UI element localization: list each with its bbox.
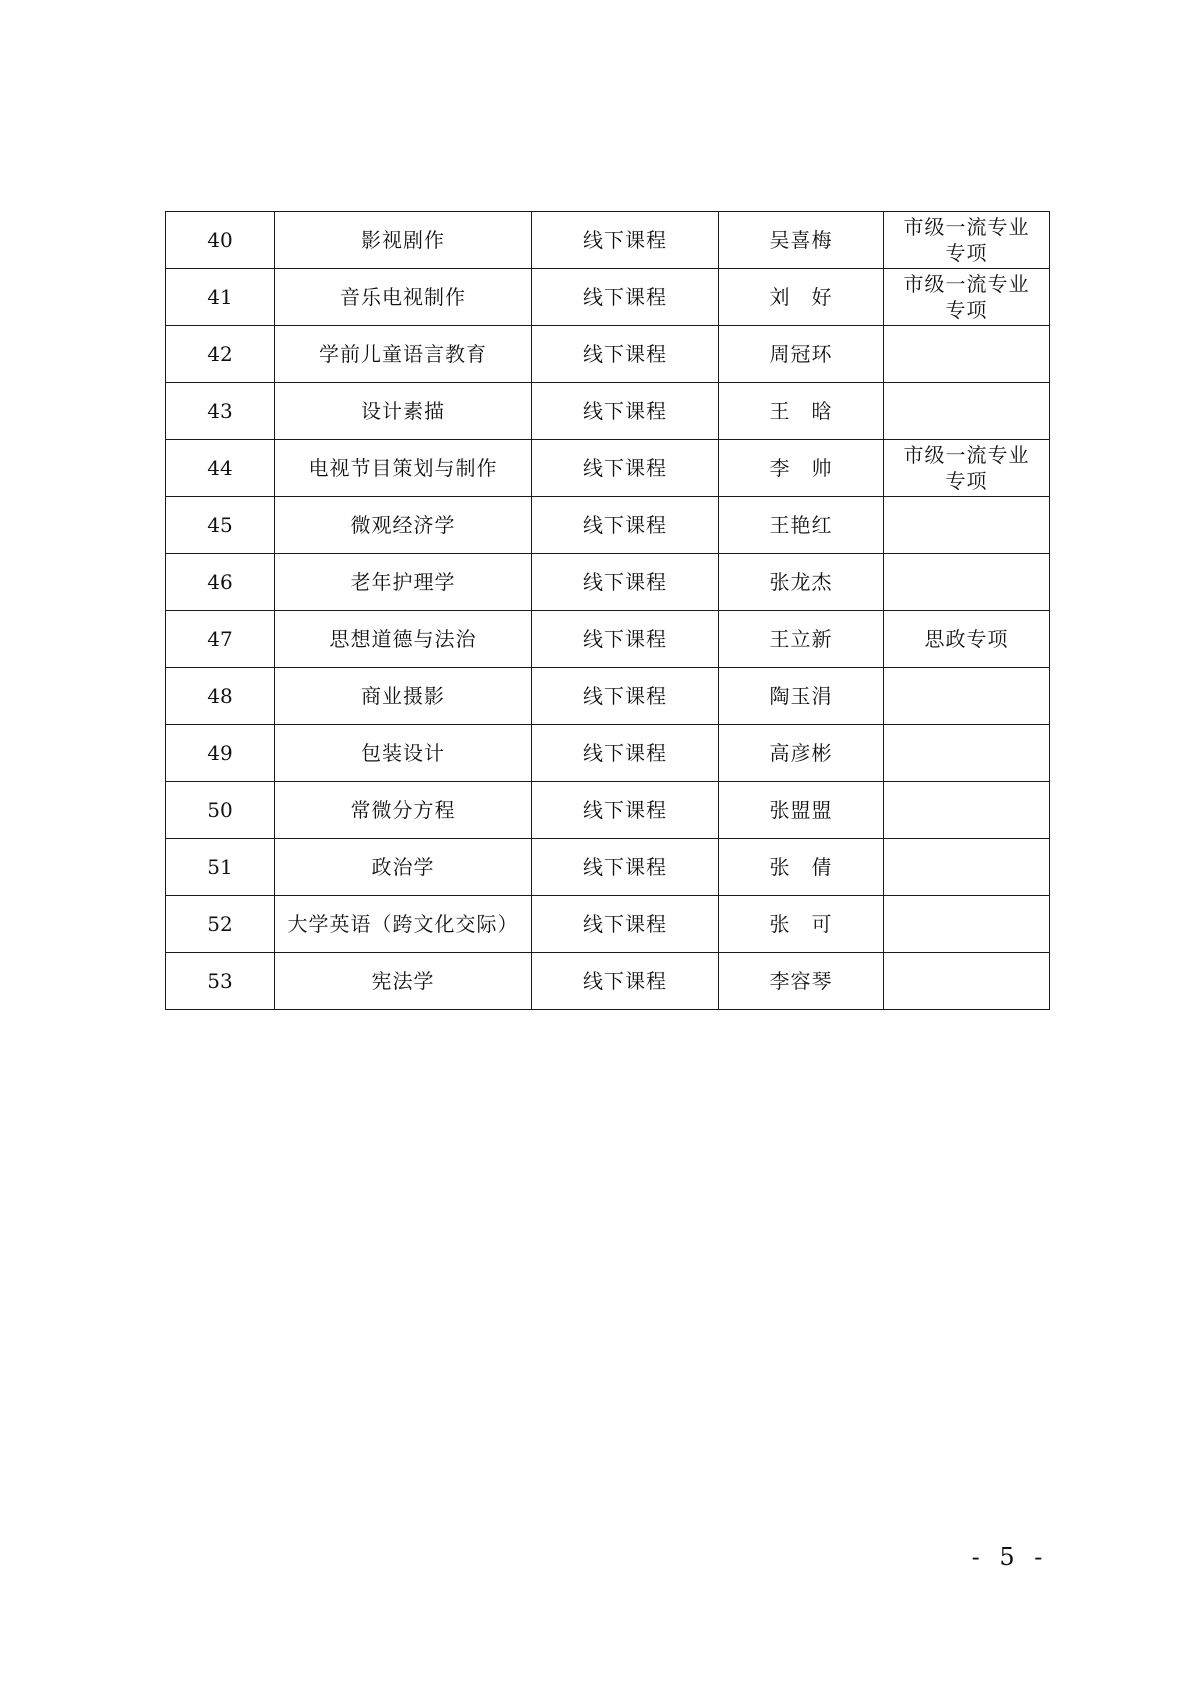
course-name: 学前儿童语言教育: [275, 326, 532, 383]
course-name: 常微分方程: [275, 782, 532, 839]
note-cell: [884, 782, 1050, 839]
course-name: 包装设计: [275, 725, 532, 782]
course-name: 电视节目策划与制作: [275, 440, 532, 497]
table-body: [166, 212, 1050, 1010]
course-type: 线下课程: [532, 497, 719, 554]
note-cell: [884, 269, 1050, 326]
course-type: 线下课程: [532, 554, 719, 611]
table-row: [166, 725, 1050, 782]
note-line: 市级一流专业: [903, 272, 1030, 296]
teacher-name: 张龙杰: [719, 554, 884, 611]
note-line: 专项: [945, 241, 988, 265]
course-table: [165, 211, 1050, 1010]
table-row: [166, 497, 1050, 554]
row-number: 42: [166, 326, 275, 383]
course-name: 思想道德与法治: [275, 611, 532, 668]
course-name: 宪法学: [275, 953, 532, 1010]
note-cell: [884, 497, 1050, 554]
row-number: 50: [166, 782, 275, 839]
note-cell: [884, 554, 1050, 611]
course-name: 音乐电视制作: [275, 269, 532, 326]
page-number: - 5 -: [971, 1543, 1049, 1571]
note-cell: [884, 896, 1050, 953]
table-row: [166, 212, 1050, 269]
course-name: 政治学: [275, 839, 532, 896]
row-number: 45: [166, 497, 275, 554]
row-number: 49: [166, 725, 275, 782]
course-name: 大学英语（跨文化交际）: [275, 896, 532, 953]
note-cell: [884, 725, 1050, 782]
note-cell: [884, 611, 1050, 668]
note-line: 市级一流专业: [903, 443, 1030, 467]
teacher-name: 王艳红: [719, 497, 884, 554]
table-row: [166, 953, 1050, 1010]
table-row: [166, 269, 1050, 326]
table-row: [166, 326, 1050, 383]
teacher-name: 张 倩: [719, 839, 884, 896]
table-row: [166, 440, 1050, 497]
row-number: 51: [166, 839, 275, 896]
teacher-name: 刘 好: [719, 269, 884, 326]
note-cell: [884, 440, 1050, 497]
note-line: 专项: [945, 469, 988, 493]
row-number: 43: [166, 383, 275, 440]
course-type: 线下课程: [532, 326, 719, 383]
note-cell: [884, 839, 1050, 896]
note-cell: [884, 383, 1050, 440]
table-row: [166, 839, 1050, 896]
row-number: 48: [166, 668, 275, 725]
note-line: 专项: [945, 298, 988, 322]
note-line: 思政专项: [924, 627, 1009, 651]
teacher-name: 王立新: [719, 611, 884, 668]
teacher-name: 王 晗: [719, 383, 884, 440]
course-name: 影视剧作: [275, 212, 532, 269]
table-row: [166, 896, 1050, 953]
course-name: 老年护理学: [275, 554, 532, 611]
row-number: 47: [166, 611, 275, 668]
row-number: 53: [166, 953, 275, 1010]
note-line: 市级一流专业: [903, 215, 1030, 239]
course-name: 微观经济学: [275, 497, 532, 554]
row-number: 52: [166, 896, 275, 953]
note-cell: [884, 326, 1050, 383]
teacher-name: 高彦彬: [719, 725, 884, 782]
table-row: [166, 383, 1050, 440]
table-row: [166, 668, 1050, 725]
table-row: [166, 782, 1050, 839]
course-name: 设计素描: [275, 383, 532, 440]
row-number: 40: [166, 212, 275, 269]
course-type: 线下课程: [532, 953, 719, 1010]
note-cell: [884, 668, 1050, 725]
teacher-name: 张 可: [719, 896, 884, 953]
course-type: 线下课程: [532, 839, 719, 896]
course-type: 线下课程: [532, 383, 719, 440]
row-number: 46: [166, 554, 275, 611]
table-row: [166, 611, 1050, 668]
course-type: 线下课程: [532, 212, 719, 269]
teacher-name: 周冠环: [719, 326, 884, 383]
teacher-name: 吴喜梅: [719, 212, 884, 269]
teacher-name: 张盟盟: [719, 782, 884, 839]
teacher-name: 李 帅: [719, 440, 884, 497]
note-cell: [884, 212, 1050, 269]
teacher-name: 陶玉涓: [719, 668, 884, 725]
note-cell: [884, 953, 1050, 1010]
course-type: 线下课程: [532, 611, 719, 668]
course-name: 商业摄影: [275, 668, 532, 725]
table-row: [166, 554, 1050, 611]
row-number: 41: [166, 269, 275, 326]
course-type: 线下课程: [532, 269, 719, 326]
course-type: 线下课程: [532, 896, 719, 953]
course-type: 线下课程: [532, 725, 719, 782]
course-type: 线下课程: [532, 440, 719, 497]
teacher-name: 李容琴: [719, 953, 884, 1010]
course-type: 线下课程: [532, 668, 719, 725]
row-number: 44: [166, 440, 275, 497]
course-type: 线下课程: [532, 782, 719, 839]
